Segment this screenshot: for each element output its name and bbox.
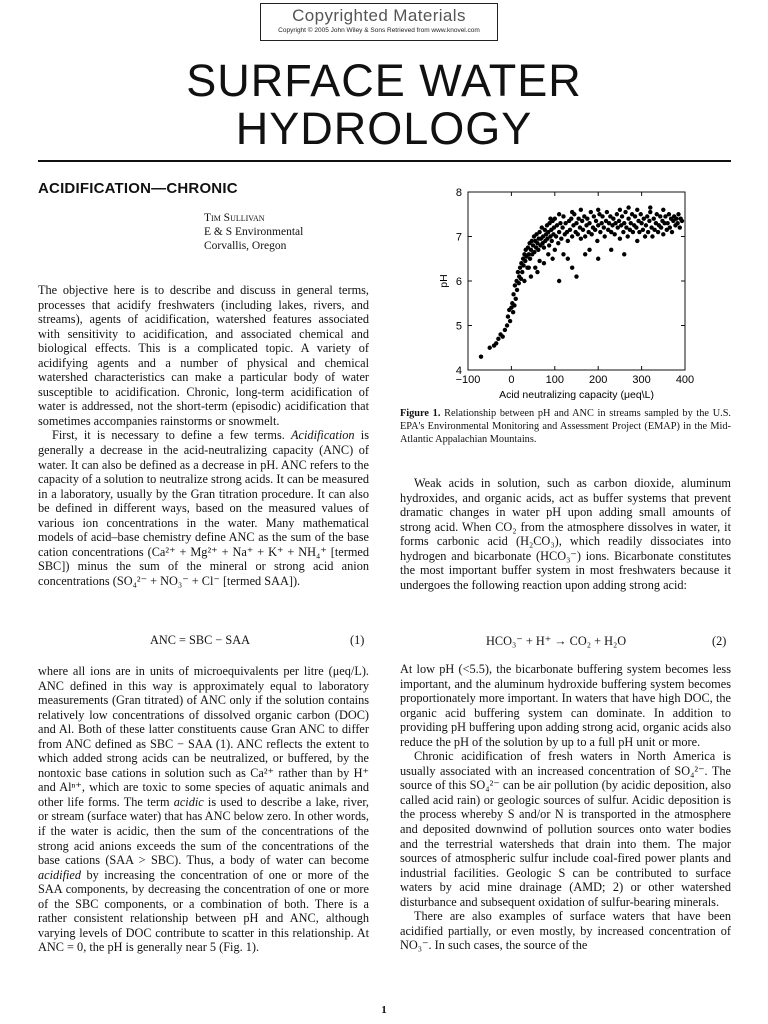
data-point bbox=[566, 257, 570, 261]
data-point bbox=[618, 237, 622, 241]
data-point bbox=[634, 225, 638, 229]
data-point bbox=[609, 248, 613, 252]
data-point bbox=[592, 214, 596, 218]
data-point bbox=[517, 281, 521, 285]
data-point bbox=[553, 217, 557, 221]
data-point bbox=[626, 217, 630, 221]
data-point bbox=[557, 279, 561, 283]
copyright-title: Copyrighted Materials bbox=[292, 6, 466, 25]
data-point bbox=[516, 270, 520, 274]
data-point bbox=[542, 245, 546, 249]
paragraph-ions-part-1: where all ions are in units of microequivalents per litre (μeq/L). ANC defined in this way is approximately equal to laboratory measurements (Gran titrated) of ANC only if the solution contains relatively low concentrations of dissolved organic carbon (DOC) and Al. Both of these latter constituents cause Gran ANC to differ from ANC defined as SBC − SAA (1). ANC reflects the extent to which added strong acids can be neutralized, or buffered, by the nontoxic base cations in solution such as Ca²⁺ rather than by H⁺ and Alⁿ⁺, which are toxic to some species of aquatic animals and other life forms. The term bbox=[38, 664, 369, 809]
data-point bbox=[622, 252, 626, 256]
data-point bbox=[631, 230, 635, 234]
data-point bbox=[579, 208, 583, 212]
data-point bbox=[626, 234, 630, 238]
data-point bbox=[566, 239, 570, 243]
data-point bbox=[621, 230, 625, 234]
data-point bbox=[536, 248, 540, 252]
data-point bbox=[569, 217, 573, 221]
x-axis-label: Acid neutralizing capacity (μeq\L) bbox=[499, 389, 654, 401]
author-block bbox=[204, 211, 303, 253]
data-point bbox=[670, 230, 674, 234]
data-point bbox=[559, 237, 563, 241]
data-point bbox=[661, 232, 665, 236]
y-tick-label: 4 bbox=[455, 365, 462, 377]
section-title: ACIDIFICATION—CHRONIC bbox=[38, 180, 238, 197]
data-point bbox=[576, 232, 580, 236]
data-point bbox=[589, 232, 593, 236]
data-point bbox=[527, 265, 531, 269]
data-point bbox=[512, 303, 516, 307]
data-point bbox=[533, 265, 537, 269]
data-point bbox=[570, 234, 574, 238]
data-point bbox=[511, 310, 515, 314]
data-point bbox=[548, 217, 552, 221]
equation-1-number: (1) bbox=[350, 633, 365, 647]
data-point bbox=[648, 210, 652, 214]
x-tick-label: 100 bbox=[545, 374, 564, 386]
data-point bbox=[656, 230, 660, 234]
paragraph-low-ph: At low pH (<5.5), the bicarbonate buffering system becomes less important, and the aluminum hydroxide buffering system becomes proportionately more important. In waters that have high DOC, the organic acid buffering system can dominate. In addition to providing pH buffering upon adding strong acid, organic acids also reduce the pH of the solution by up to a full pH unit or more. bbox=[400, 662, 731, 749]
data-point bbox=[513, 283, 517, 287]
data-point bbox=[581, 228, 585, 232]
data-point bbox=[560, 225, 564, 229]
data-point bbox=[579, 237, 583, 241]
data-point bbox=[587, 221, 591, 225]
data-point bbox=[515, 288, 519, 292]
data-point bbox=[550, 239, 554, 243]
data-point bbox=[514, 297, 518, 301]
data-point bbox=[650, 234, 654, 238]
right-column-bottom bbox=[400, 662, 731, 953]
data-point bbox=[646, 230, 650, 234]
term-acidic: acidic bbox=[173, 794, 204, 809]
data-point bbox=[675, 221, 679, 225]
y-tick-label: 6 bbox=[455, 276, 462, 288]
y-axis-label: pH bbox=[438, 274, 450, 288]
data-point bbox=[635, 208, 639, 212]
data-point bbox=[521, 263, 525, 267]
y-tick-label: 5 bbox=[455, 320, 462, 333]
data-point bbox=[542, 261, 546, 265]
data-point bbox=[501, 334, 505, 338]
data-point bbox=[680, 219, 684, 223]
data-point bbox=[554, 234, 558, 238]
data-point bbox=[556, 241, 560, 245]
data-point bbox=[639, 212, 643, 216]
data-point bbox=[506, 314, 510, 318]
data-point bbox=[522, 279, 526, 283]
data-point bbox=[676, 212, 680, 216]
data-point bbox=[547, 243, 551, 247]
data-point bbox=[557, 230, 561, 234]
data-point bbox=[505, 323, 509, 327]
author-name: Tim Sullivan bbox=[204, 212, 265, 224]
author-location: Corvallis, Oregon bbox=[204, 240, 287, 252]
data-point bbox=[594, 219, 598, 223]
data-point bbox=[550, 257, 554, 261]
data-point bbox=[537, 259, 541, 263]
data-point bbox=[668, 225, 672, 229]
data-point bbox=[658, 214, 662, 218]
data-point bbox=[511, 292, 515, 296]
equation-1: ANC = SBC − SAA bbox=[150, 633, 250, 647]
data-point bbox=[659, 225, 663, 229]
data-point bbox=[561, 214, 565, 218]
data-point bbox=[599, 221, 603, 225]
left-column-bottom bbox=[38, 664, 369, 955]
data-point bbox=[532, 250, 536, 254]
data-point bbox=[620, 214, 624, 218]
data-point bbox=[633, 214, 637, 218]
paragraph-chronic-acidification: Chronic acidification of fresh waters in North America is usually associated with an increased concentration of SO₄²⁻. The source of this SO₄²⁻ can be air pollution (by acidic deposition, also called acid rain) or geologic sources of sulfur. Acidic deposition is the process whereby S and/or N is transported in the atmosphere and deposited downwind of pollution sources onto water bodies and the terrestrial watersheds that drain into them. The major sources of atmospheric sulfur include coal-fired power plants and industrial facilities. Geologic S can be contributed to surface waters by acid mine drainage (AMD; 2) or other watershed disturbance and subsequent oxidation of sulfur-bearing minerals. bbox=[400, 749, 731, 909]
data-point bbox=[618, 208, 622, 212]
data-point bbox=[529, 274, 533, 278]
data-point bbox=[553, 248, 557, 252]
figure-label: Figure 1. bbox=[400, 408, 441, 419]
x-tick-label: 300 bbox=[632, 374, 651, 386]
data-point bbox=[557, 212, 561, 216]
data-point bbox=[593, 228, 597, 232]
paragraph-definitions-intro: First, it is necessary to define a few terms. bbox=[52, 428, 292, 443]
data-point bbox=[503, 328, 507, 332]
data-point bbox=[641, 228, 645, 232]
paragraph-ions-part-3: by increasing the concentration of one or more of the SAA components, by decreasing the concentration of one or more of the SBC components, or a combination of both. There is a rather consistent relationship between pH and ANC, although varying levels of DOC contribute to scatter in this relationship. At ANC = 0, the pH is generally near 5 (Fig. 1). bbox=[38, 867, 369, 955]
data-point bbox=[479, 354, 483, 358]
data-point bbox=[596, 257, 600, 261]
data-point bbox=[647, 219, 651, 223]
paragraph-nitrate: There are also examples of surface waters that have been acidified partially, or even mostly, by increased concentration of NO₃⁻. In such cases, the source of the bbox=[400, 909, 731, 953]
term-acidified: acidified bbox=[38, 867, 82, 882]
paragraph-definitions bbox=[38, 428, 369, 588]
data-point bbox=[678, 225, 682, 229]
right-column-top bbox=[400, 476, 731, 592]
data-point bbox=[665, 221, 669, 225]
x-tick-label: 0 bbox=[508, 374, 515, 386]
x-tick-label: −100 bbox=[455, 374, 481, 386]
data-point bbox=[568, 228, 572, 232]
book-title-line-2: HYDROLOGY bbox=[235, 103, 533, 154]
data-point bbox=[508, 319, 512, 323]
title-divider bbox=[38, 160, 731, 162]
term-acidification: Acidification bbox=[291, 428, 355, 443]
data-point bbox=[602, 225, 606, 229]
data-point bbox=[561, 252, 565, 256]
data-point bbox=[488, 346, 492, 350]
data-point bbox=[496, 337, 500, 341]
y-tick-label: 7 bbox=[455, 231, 462, 244]
left-column-top bbox=[38, 283, 369, 588]
data-point bbox=[617, 219, 621, 223]
data-point bbox=[535, 270, 539, 274]
data-point bbox=[583, 234, 587, 238]
data-point bbox=[537, 230, 541, 234]
data-point bbox=[589, 210, 593, 214]
data-point bbox=[570, 210, 574, 214]
copyright-line: Copyright © 2005 John Wiley & Sons Retrieved from www.knovel.com bbox=[278, 27, 480, 34]
equation-2: HCO₃⁻ + H⁺ → CO₂ + H₂O bbox=[486, 634, 627, 648]
data-point bbox=[570, 265, 574, 269]
data-point bbox=[494, 341, 498, 345]
paragraph-weak-acids: Weak acids in solution, such as carbon dioxide, aluminum hydroxides, and organic acids, act as buffer systems that prevent dramatic changes in water pH upon adding small amounts of strong acid. When CO₂ from the atmosphere dissolves in water, it forms carbonic acid (H₂CO₃), which readily dissociates into hydrogen and bicarbonate (HCO₃⁻) ions. Bicarbonate constitutes the most important buffer system in most freshwaters because it undergoes the following reaction upon adding strong acid: bbox=[400, 476, 731, 592]
figure-caption-text: Relationship between pH and ANC in streams sampled by the U.S. EPA's Environmental Monitoring and Assessment Project (EMAP) in the Mid-Atlantic Appalachian Mountains. bbox=[400, 408, 732, 445]
paragraph-objective: The objective here is to describe and discuss in general terms, processes that acidify freshwaters (including lakes, rivers, and streams), agents of acidification, watershed features associated with sensitivity to acidification, and associated chemical and biological effects. This is a complicated topic. A variety of acidifying agents and a number of physical and chemical watershed characteristics can make a particular body of water susceptible to acidification. Chronic, long-term acidification of water is addressed, not the short-term (episodic) acidification that sometimes accompanies rainstorms or snowmelt. bbox=[38, 283, 369, 428]
paragraph-definitions-body: is generally a decrease in the acid-neutralizing capacity (ANC) of water. It can also be defined as a decrease in pH. ANC refers to the capacity of a solution to neutralize strong acids. It can be measured in a laboratory, usually by the Gran titration procedure. It can also be defined in different ways, based on the measured values of various ion concentrations in the water. Many mathematical models of acid–base chemistry define ANC as the sum of the base cation concentrations (Ca²⁺ + Mg²⁺ + Na⁺ + K⁺ + NH₄⁺ [termed SBC]) minus the sum of the mineral or strong acid anion concentrations (SO₄²⁻ + NO₃⁻ + Cl⁻ [termed SAA]). bbox=[38, 428, 370, 588]
data-point bbox=[546, 252, 550, 256]
x-tick-label: 400 bbox=[675, 374, 695, 386]
data-point bbox=[645, 214, 649, 218]
data-point bbox=[598, 230, 602, 234]
author-affiliation: E & S Environmental bbox=[204, 226, 304, 238]
paragraph-ions bbox=[38, 664, 369, 955]
copyright-box bbox=[260, 3, 498, 41]
data-point bbox=[667, 212, 671, 216]
data-point bbox=[520, 270, 524, 274]
data-point bbox=[612, 232, 616, 236]
data-point bbox=[605, 210, 609, 214]
data-point bbox=[674, 217, 678, 221]
data-point bbox=[643, 234, 647, 238]
data-point bbox=[583, 252, 587, 256]
data-point bbox=[600, 214, 604, 218]
data-point bbox=[587, 248, 591, 252]
data-point bbox=[611, 217, 615, 221]
data-point bbox=[574, 274, 578, 278]
y-tick-label: 8 bbox=[455, 187, 462, 199]
book-title-line-1: SURFACE WATER bbox=[186, 55, 582, 106]
data-point bbox=[626, 205, 630, 209]
data-point bbox=[558, 221, 562, 225]
data-point bbox=[574, 221, 578, 225]
ph-anc-scatter-chart bbox=[430, 182, 730, 404]
equation-2-number: (2) bbox=[712, 634, 727, 648]
data-point bbox=[648, 205, 652, 209]
data-point bbox=[635, 239, 639, 243]
paragraph-ions-part-2: is used to describe a lake, river, or stream (surface water) that has ANC below zero. In other words, if the water is acidic, then the sum of the concentrations of the strong acid anions exceeds the sum of the concentrations of the base cations (SAA > SBC). Thus, a body of water can become bbox=[38, 794, 369, 868]
data-point bbox=[580, 219, 584, 223]
data-point bbox=[615, 212, 619, 216]
data-point bbox=[596, 208, 600, 212]
data-point bbox=[661, 208, 665, 212]
data-point bbox=[623, 210, 627, 214]
x-tick-label: 200 bbox=[589, 374, 608, 386]
data-point bbox=[603, 234, 607, 238]
data-point bbox=[644, 223, 648, 227]
data-point bbox=[585, 217, 589, 221]
data-point bbox=[528, 257, 532, 261]
figure-caption bbox=[400, 407, 731, 446]
page-number: 1 bbox=[381, 1004, 387, 1016]
data-point bbox=[639, 221, 643, 225]
data-point bbox=[652, 217, 656, 221]
data-point bbox=[523, 259, 527, 263]
data-point bbox=[595, 239, 599, 243]
data-point bbox=[622, 221, 626, 225]
